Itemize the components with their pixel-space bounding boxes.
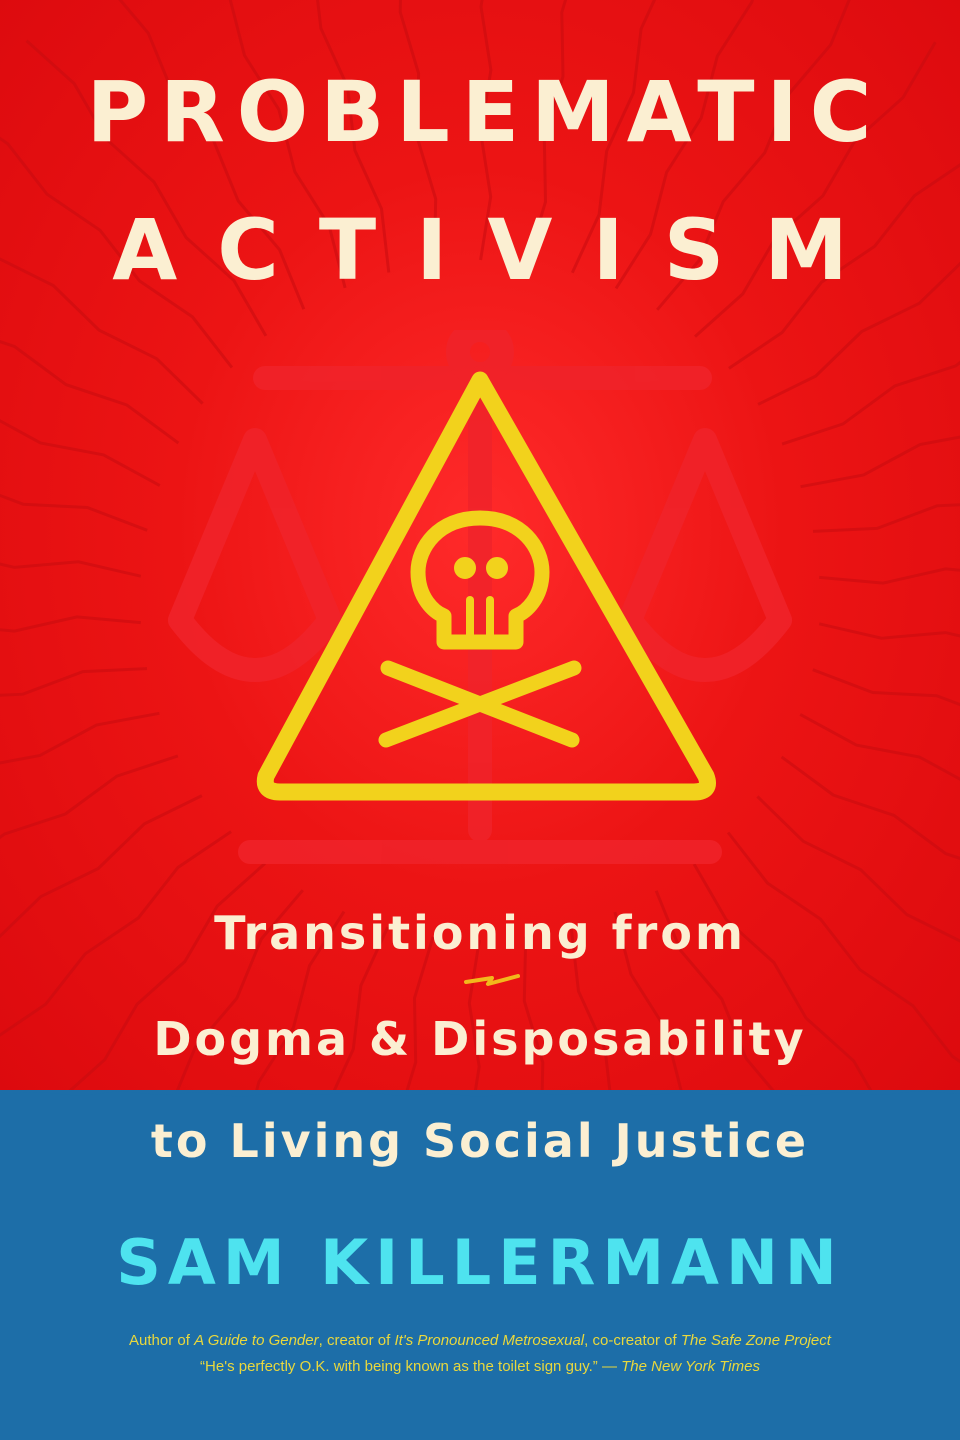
credit-co-creator-of: , co-creator of xyxy=(584,1332,681,1349)
author-name: SAM KILLERMANN xyxy=(116,1226,844,1299)
author-credits xyxy=(0,1333,960,1348)
quote-source: The New York Times xyxy=(621,1358,760,1375)
credit-author-of: Author of xyxy=(129,1332,195,1349)
quote-text: “He's perfectly O.K. with being known as the toilet sign guy.” — xyxy=(200,1358,622,1375)
cover-emblem xyxy=(0,330,960,890)
title-line-1: PROBLEMATIC xyxy=(86,63,884,161)
credit-creator-of: , creator of xyxy=(318,1332,395,1349)
subtitle-line-3: to Living Social Justice xyxy=(150,1114,810,1168)
credit-book-2: It's Pronounced Metrosexual xyxy=(394,1332,585,1349)
credit-book-1: A Guide to Gender xyxy=(194,1332,319,1349)
torn-edge-divider xyxy=(0,1080,960,1110)
press-quote xyxy=(0,1359,960,1374)
credit-book-3: The Safe Zone Project xyxy=(680,1332,831,1349)
lightning-bolt-icon xyxy=(462,968,522,992)
subtitle-line-2: Dogma & Disposability xyxy=(153,1012,807,1066)
title-line-2: ACTIVISM xyxy=(112,201,888,299)
subtitle-line-1: Transitioning from xyxy=(214,906,746,960)
